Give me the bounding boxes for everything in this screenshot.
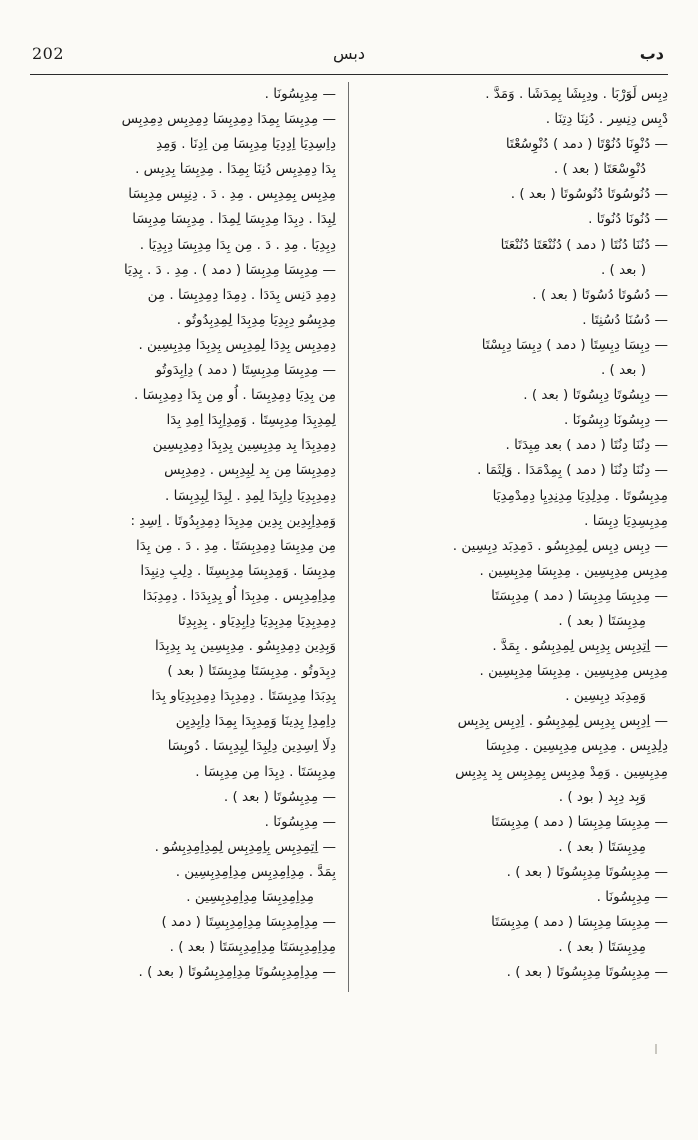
text-line: مِدِبِسُو دِبِدِيَا مِدِبِدَا لِمِدِبِدُوتُو . bbox=[176, 311, 336, 328]
text-line: — مِدِبِسُوتَا مِدِبِسُوتَا ( بعد ) . bbox=[506, 863, 668, 880]
text-line: مِدِبِسِدِيَا دِبِسَا . bbox=[584, 512, 668, 529]
text-line: — دُنُوسُوتَا دُنُوسُوتَا ( بعد ) . bbox=[510, 186, 668, 203]
left-column bbox=[30, 82, 336, 985]
text-line: — دِنُنَا دِنُتَا ( دمد ) بعد مِبِدَتَا . bbox=[505, 437, 668, 454]
text-line: مِن مِدِبِسَا دِمِدِبِسَتَا . مِدِ . دَ . مِن بِدَا bbox=[136, 537, 336, 554]
text-columns bbox=[30, 82, 668, 1070]
text-line: — دُنُنَا دُنُتَا ( دمد ) دُنُنْعَتَا دُنُنْعَتَا bbox=[500, 236, 668, 253]
text-line: دِبِدَوتُو . مِدِبِسَتَا مِدِبِسَتَا ( بعد ) bbox=[167, 663, 336, 680]
page-header bbox=[0, 44, 698, 70]
text-line: وَمِدِاِبِدِين بِدِين مِدِبِدَا دِمِدِبِدُوتَا . اِسِدِ : bbox=[130, 512, 336, 529]
right-column bbox=[362, 82, 668, 985]
text-line: — مِدِبِسُوتَا ( بعد ) . bbox=[223, 788, 336, 805]
text-line: — مِدِبِسَا مِدِبِسَا ( دمد ) مِدِبِسَتَا bbox=[491, 587, 668, 604]
text-line: — مِدِبِسَا مِدِبِسَا ( دمد ) مِدِبِسَتَا bbox=[491, 914, 668, 931]
text-line: ( بعد ) . bbox=[600, 362, 646, 379]
text-line: وَمِدِبَد دِبِسِين . bbox=[565, 688, 646, 705]
text-line: — دِبِسُوتَا دِبِسُوتَا ( بعد ) . bbox=[523, 387, 668, 404]
text-line: — اِدِبِس بِدِبِس لِمِدِبِسُو . اِدِبِس بِدِبِس bbox=[457, 713, 668, 730]
text-line: مِدِبِسِين . وَمِدْ مِدِبِس بِمِدِبِس بِد بِدِبِس bbox=[455, 763, 668, 780]
running-head: دبس bbox=[333, 44, 365, 63]
text-line: مِدِبِسَتَا ( بعد ) . bbox=[558, 939, 646, 956]
text-line: مِدِبِس بِمِدِبِس . مِدِ . دَ . دِنِبِس مِدِبِسَا bbox=[128, 186, 336, 203]
text-line: مِدِبِسَتَا . دِبِدَا مِن مِدِبِسَا . bbox=[195, 763, 336, 780]
text-line: — دُنُونَا دُنُوتَا . bbox=[588, 211, 668, 228]
text-line: بِدَا دِمِدِبِس دُنِنَا بِمِدَا . مِدِبِسَا بِدِبِس . bbox=[135, 161, 336, 178]
text-line: — مِدِبِسَا مِدِبِسِتَا ( دمد ) دِاِبِدَوتُو bbox=[155, 362, 336, 379]
text-line: دِمِدِ دَنِس بِدَدَا . دِمِدَا دِمِدِبِسَا . مِن bbox=[147, 286, 336, 303]
text-line: مِدِاِمِدِبِس . مِدِبِدَا اُو بِدِبِدَدَا . دِمِدِبَدَا bbox=[142, 587, 336, 604]
text-line: دِمِدِبِدِيَا دِاِبِدَا لِمِدِ . لِبِدَا لِبِدِبِسَا . bbox=[165, 487, 336, 504]
text-line: بِمَدَّ . مِدِاِمِدِبِس مِدِاِمِدِبِسِين . bbox=[175, 863, 336, 880]
text-line: دِبِس لَوَرْبَا . ودِبِشَا بِمِدَشَا . وَمَدَّ . bbox=[485, 86, 668, 102]
column-divider bbox=[348, 82, 349, 992]
text-line: وَبِد دِبِد ( بود ) . bbox=[558, 788, 646, 805]
text-line: — دُسُنَا دُسُنِتَا . bbox=[582, 311, 668, 328]
text-line: لِبِدَا . دِبِدَا مِدِبِسَا لِمِدَا . مِدِبِسَا مِدِبِسَا bbox=[132, 211, 336, 228]
text-line: — مِدِاِمِدِبِسَا مِدِاِمِدِبِسِتَا ( دمد ) bbox=[161, 914, 336, 931]
text-line: دُنْوِسْعَتَا ( بعد ) . bbox=[553, 161, 646, 178]
text-line: دِاِسِدِيَا اِدِدِيَا مِدِبِسَا مِن اِدِنَا . وَمِدِ bbox=[156, 136, 336, 153]
text-line: مِدِبِسَتَا ( بعد ) . bbox=[558, 838, 646, 855]
text-line: بِدِبَدَا مِدِبِسَتَا . دِمِدِبِدَا دِمِدِبِدِيَاو بِدَا bbox=[151, 688, 336, 705]
page-number: 202 bbox=[32, 44, 65, 63]
text-line: دِمِدِبِس بِدِدَا لِمِدِبِس بِدِبِدَا مِدِبِسِين . bbox=[138, 336, 336, 353]
text-line: — مِدِبِسُونَا . bbox=[596, 889, 668, 905]
text-line: — مِدِبِسَا بِمِدَا دِمِدِبِسَا دِمِدِبِس دِمِدِبِس bbox=[121, 111, 336, 128]
text-line: مِدِبِسُوتَا . مِدِلِدِيَا مِدِنِدِيِا دِمِدْمِدِيَا bbox=[492, 487, 668, 504]
text-line: — مِدِاِمِدِبِسُوتَا مِدِاِمِدِبِسُوتَا ( بعد ) . bbox=[138, 964, 336, 981]
text-line: — دُنْوِنَا دُنُوْتَا ( دمد ) دُنْوِسُعْتَا bbox=[505, 136, 668, 153]
page-mark bbox=[655, 1044, 657, 1054]
text-line: — اِتِمِدِبِس بِاِمِدِبِس لِمِدِاِمِدِبِسُو . bbox=[154, 838, 336, 855]
text-line: — مِدِبِسَا مِدِبِسَا ( دمد ) مِدِبِسَتَا bbox=[491, 813, 668, 830]
text-line: لِمِدِبِدَا مِدِبِسِتَا . وَمِدِاِبِدَا اِمِدِ بِدَا bbox=[166, 412, 336, 429]
text-line: مِدِاِمِدِبِسَا مِدِاِمِدِبِسِين . bbox=[186, 889, 314, 905]
text-line: مِدِبِسَا . وَمِدِبِسَا مِدِبِسِتَا . دِلِبِ دِنِبِدَا bbox=[140, 562, 336, 579]
text-line: مِدِبِس مِدِبِسِين . مِدِبِسَا مِدِبِسِين . bbox=[479, 663, 668, 680]
text-line: مِدِبِس مِدِبِسِين . مِدِبِسَا مِدِبِسِين . bbox=[479, 562, 668, 579]
header-rule bbox=[30, 74, 668, 75]
text-line: دِاِمِدِاِ بِدِينَا وَمِدِبِدَا بِمِدَا دِاِبِدِيِن bbox=[175, 713, 336, 730]
text-line: دِلَا اِسِدِين دِلِبِدَا لِبِدِبِسَا . دُوبِسَا bbox=[167, 738, 336, 755]
text-line: وَبِدِين دِمِدِبِسُو . مِدِبِسِين بِد بِدِبِدَا bbox=[155, 638, 336, 655]
text-line: — مِدِبِسُوتَا مِدِبِسُوتَا ( بعد ) . bbox=[506, 964, 668, 981]
text-line: دِمِدِبِدِيَا مِدِبِدِيَا دِاِبِدِيَاو . بِدِبِدِتَا bbox=[177, 612, 336, 629]
text-line: دِمِدِبِسَا مِن بِد لِبِدِبِس . دِمِدِبِس bbox=[164, 462, 336, 479]
catchword: دب bbox=[639, 44, 664, 63]
text-line: مِدِاِمِدِبِسَتَا مِدِاِمِدِبِسَتَا ( بعد ) . bbox=[169, 939, 336, 956]
text-line: — دِبِسَا دِبِسِتَا ( دمد ) دِبِسَا دِبِسْتَا bbox=[481, 336, 668, 353]
text-line: ( بعد ) . bbox=[600, 261, 646, 278]
text-line: — دُسُوتَا دُسُوتَا ( بعد ) . bbox=[532, 286, 668, 303]
text-line: دْبِس دِنِسِر . دُنِنَا دِتِنَا . bbox=[545, 111, 668, 128]
text-line: — دِبِسُونَا دِبِسُونَا . bbox=[564, 412, 668, 429]
text-line: — مِدِبِسُونَا . bbox=[264, 813, 336, 830]
text-line: دِمِدِبِدَا بِد مِدِبِسِين بِدِبِدَا دِمِدِبِسِين bbox=[152, 437, 336, 454]
text-line: مِدِبِسَتَا ( بعد ) . bbox=[558, 612, 646, 629]
text-line: دِلِدِبِس . مِدِبِس مِدِبِسِين . مِدِبِسَا bbox=[485, 738, 668, 755]
text-line: — دِنُنَا دِنُنَا ( دمد ) بِمِدْمَدَا . وَلِثَمَا . bbox=[477, 462, 668, 479]
text-line: مِن بِدِيَا دِمِدِبِسَا . اُو مِن بِدَا دِمِدِبِسَا . bbox=[134, 387, 336, 404]
text-line: — مِدِبِسَا مِدِبِسَا ( دمد ) . مِدِ . دَ . بِدِيَا bbox=[124, 261, 336, 278]
text-line: — دِبِس دِبِس لِمِدِبِسُو . دَمِدِبَد دِبِسِين . bbox=[452, 537, 668, 554]
text-line: — مِدِبِسُونَا . bbox=[264, 86, 336, 102]
text-line: — اِتِدِبِس بِدِبِس لِمِدِبِسُو . بِمَدَّ . bbox=[492, 638, 668, 655]
text-line: دِبِدِيَا . مِدِ . دَ . مِن بِدَا مِدِبِسَا دِبِدِيَا . bbox=[139, 236, 336, 253]
